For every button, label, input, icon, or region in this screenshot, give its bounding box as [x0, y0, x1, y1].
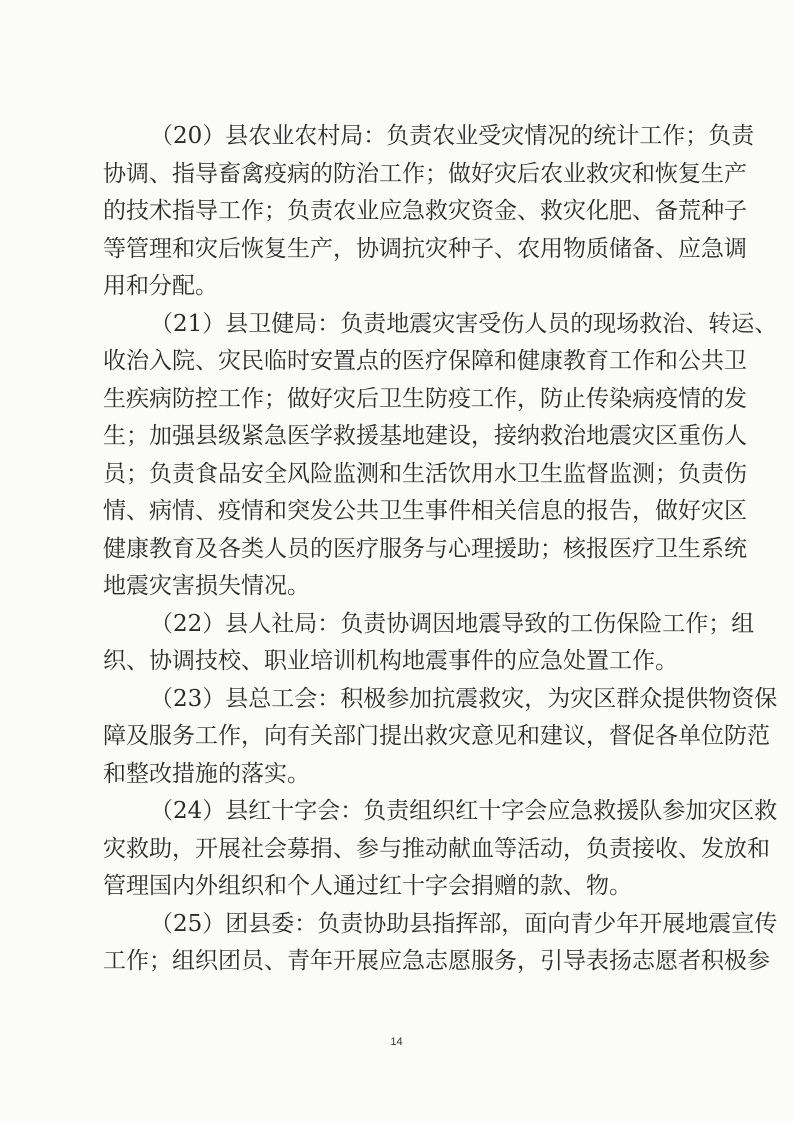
text-line: （22）县人社局：负责协调因地震导致的工伤保险工作；组	[150, 610, 755, 637]
text-line: 管理国内外组织和个人通过红十字会捐赠的款、物。	[103, 873, 632, 899]
document-body	[103, 118, 778, 981]
text-line: 收治入院、灾民临时安置点的医疗保障和健康教育工作和公共卫	[103, 348, 747, 374]
text-line: 用和分配。	[103, 273, 218, 299]
paragraph	[103, 906, 778, 981]
text-line: （25）团县委：负责协助县指挥部，面向青少年开展地震宣传	[150, 910, 778, 937]
text-line: 生；加强县级紧急医学救援基地建设，接纳救治地震灾区重伤人	[103, 423, 747, 449]
paragraph	[103, 606, 755, 681]
text-line: 地震灾害损失情况。	[103, 573, 310, 599]
text-line: 员；负责食品安全风险监测和生活饮用水卫生监督监测；负责伤	[103, 460, 747, 487]
page-number: 14	[390, 1036, 403, 1048]
text-line: 和整改措施的落实。	[103, 760, 310, 787]
text-line: 工作；组织团员、青年开展应急志愿服务，引导表扬志愿者积极参	[103, 948, 770, 974]
text-line: 协调、指导畜禽疫病的防治工作；做好灾后农业救灾和恢复生产	[103, 160, 747, 187]
text-line: 障及服务工作，向有关部门提出救灾意见和建议，督促各单位防范	[103, 723, 770, 749]
text-line: 织、协调技校、职业培训机构地震事件的应急处置工作。	[103, 648, 678, 674]
text-line: 等管理和灾后恢复生产，协调抗灾种子、农用物质储备、应急调	[103, 235, 747, 262]
text-line: 灾救助，开展社会募捐、参与推动献血等活动，负责接收、发放和	[103, 835, 770, 862]
paragraph	[103, 793, 778, 906]
text-line: （24）县红十字会：负责组织红十字会应急救援队参加灾区救	[150, 798, 778, 824]
text-line: 的技术指导工作；负责农业应急救灾资金、救灾化肥、备荒种子	[103, 198, 747, 224]
text-line: （21）县卫健局：负责地震灾害受伤人员的现场救治、转运、	[150, 310, 778, 337]
paragraph	[103, 118, 755, 306]
paragraph	[103, 681, 778, 794]
text-line: 生疾病防控工作；做好灾后卫生防疫工作，防止传染病疫情的发	[103, 385, 747, 412]
paragraph	[103, 306, 778, 606]
text-line: 情、病情、疫情和突发公共卫生事件相关信息的报告，做好灾区	[103, 498, 747, 524]
text-line: 健康教育及各类人员的医疗服务与心理援助；核报医疗卫生系统	[103, 535, 747, 562]
text-line: （20）县农业农村局：负责农业受灾情况的统计工作；负责	[150, 123, 755, 149]
text-line: （23）县总工会：积极参加抗震救灾，为灾区群众提供物资保	[150, 685, 778, 712]
